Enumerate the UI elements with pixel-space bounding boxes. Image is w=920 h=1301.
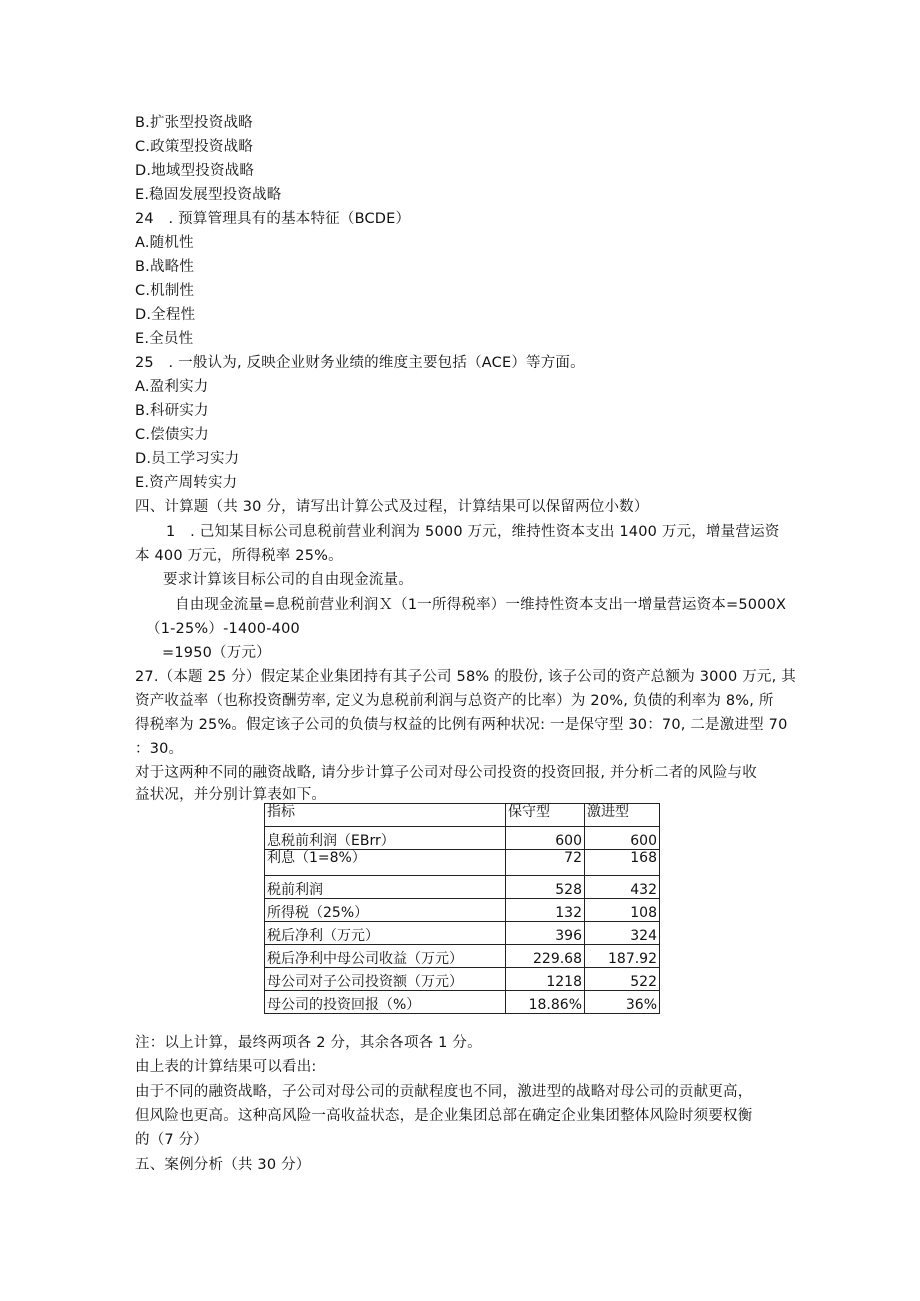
table-header-cell: 激进型	[585, 804, 660, 827]
table-cell: 528	[506, 876, 585, 899]
option-line: D.员工学习实力	[135, 451, 240, 467]
table-cell: 18.86%	[506, 991, 585, 1014]
section-heading-case-analysis: 五、案例分析（共 30 分）	[135, 1157, 311, 1173]
option-line: C.政策型投资战略	[135, 139, 254, 155]
option-line: E.全员性	[135, 331, 194, 347]
problem-27-text: 益状况，并分别计算表如下。	[135, 787, 327, 803]
option-line: A.随机性	[135, 235, 194, 251]
table-cell: 108	[585, 899, 660, 922]
section-heading-calculation: 四、计算题（共 30 分，请写出计算公式及过程，计算结果可以保留两位小数）	[135, 499, 649, 515]
table-cell: 税前利润	[265, 876, 506, 899]
analysis-line: 的（7 分）	[135, 1132, 209, 1148]
calculation-table	[264, 803, 660, 1014]
option-line: E.稳固发展型投资战略	[135, 187, 282, 203]
table-cell: 72	[506, 850, 585, 876]
option-line: A.盈利实力	[135, 379, 209, 395]
table-row	[265, 827, 660, 850]
option-line: B.扩张型投资战略	[135, 115, 253, 131]
option-line: B.科研实力	[135, 403, 209, 419]
analysis-line: 由上表的计算结果可以看出:	[135, 1059, 317, 1075]
scoring-note: 注：以上计算，最终两项各 2 分，其余各项各 1 分。	[135, 1035, 482, 1051]
option-line: B.战略性	[135, 259, 195, 275]
table-cell: 税后净利中母公司收益（万元）	[265, 945, 506, 968]
option-line: C.偿债实力	[135, 427, 209, 443]
question-24: 24 . 预算管理具有的基本特征（BCDE）	[135, 211, 411, 227]
table-header-cell: 指标	[265, 804, 506, 827]
table-cell: 324	[585, 922, 660, 945]
table-cell: 母公司对子公司投资额（万元）	[265, 968, 506, 991]
analysis-line: 由于不同的融资战略，子公司对母公司的贡献程度也不同，激进型的战略对母公司的贡献更高，	[135, 1084, 753, 1100]
table-cell: 187.92	[585, 945, 660, 968]
table-cell: 利息（1=8%）	[265, 850, 506, 876]
option-line: D.全程性	[135, 307, 196, 323]
formula-line: 自由现金流量=息税前营业利润Ｘ（1一所得税率）一维持性资本支出一增量营运资本=5000X	[175, 597, 787, 613]
table-cell: 522	[585, 968, 660, 991]
question-25: 25 . 一般认为, 反映企业财务业绩的维度主要包括（ACE）等方面。	[135, 355, 585, 371]
option-line: E.资产周转实力	[135, 475, 238, 491]
table-cell: 396	[506, 922, 585, 945]
table-cell: 600	[506, 827, 585, 850]
option-line: C.机制性	[135, 283, 195, 299]
table-cell: 母公司的投资回报（%）	[265, 991, 506, 1014]
table-row	[265, 945, 660, 968]
problem-27-text: 对于这两种不同的融资战略, 请分步计算子公司对母公司投资的投资回报, 并分析二者的风险与收	[135, 765, 757, 781]
option-line: D.地域型投资战略	[135, 163, 255, 179]
table-cell: 36%	[585, 991, 660, 1014]
table-cell: 税后净利（万元）	[265, 922, 506, 945]
table-cell: 600	[585, 827, 660, 850]
problem-27-text: 资产收益率（也称投资酬劳率, 定义为息税前利润与总资产的比率）为 20%, 负债的利率为 8%, 所	[135, 693, 774, 709]
table-row	[265, 850, 660, 876]
problem-27-text: 27.（本题 25 分）假定某企业集团持有其子公司 58% 的股份, 该子公司的资产总额为 3000 万元, 其	[135, 669, 796, 685]
table-header-row	[265, 804, 660, 827]
table-row	[265, 922, 660, 945]
table-row	[265, 899, 660, 922]
table-row	[265, 876, 660, 899]
table-row	[265, 968, 660, 991]
table-row	[265, 991, 660, 1014]
problem-1-requirement: 要求计算该目标公司的自由现金流量。	[163, 572, 413, 588]
table-cell: 168	[585, 850, 660, 876]
problem-27-text: 得税率为 25%。假定该子公司的负债与权益的比例有两种状况: 一是保守型 30：70, 二是激进型 70	[135, 717, 788, 733]
problem-1-text: 本 400 万元，所得税率 25%。	[135, 548, 343, 564]
table-cell: 1218	[506, 968, 585, 991]
problem-27-text: ：30。	[135, 741, 184, 757]
table-cell: 息税前利润（EBrr）	[265, 827, 506, 850]
analysis-line: 但风险也更高。这种高风险一高收益状态，是企业集团总部在确定企业集团整体风险时须要权衡	[135, 1108, 753, 1124]
formula-line: （1-25%）-1400-400	[146, 621, 300, 637]
table-header-cell: 保守型	[506, 804, 585, 827]
problem-1-text: 1 . 己知某目标公司息税前营业利润为 5000 万元，维持性资本支出 1400 万元，增量营运资	[166, 524, 780, 540]
table-cell: 所得税（25%）	[265, 899, 506, 922]
table-cell: 432	[585, 876, 660, 899]
table-cell: 229.68	[506, 945, 585, 968]
formula-result: =1950（万元）	[162, 645, 271, 661]
table-cell: 132	[506, 899, 585, 922]
